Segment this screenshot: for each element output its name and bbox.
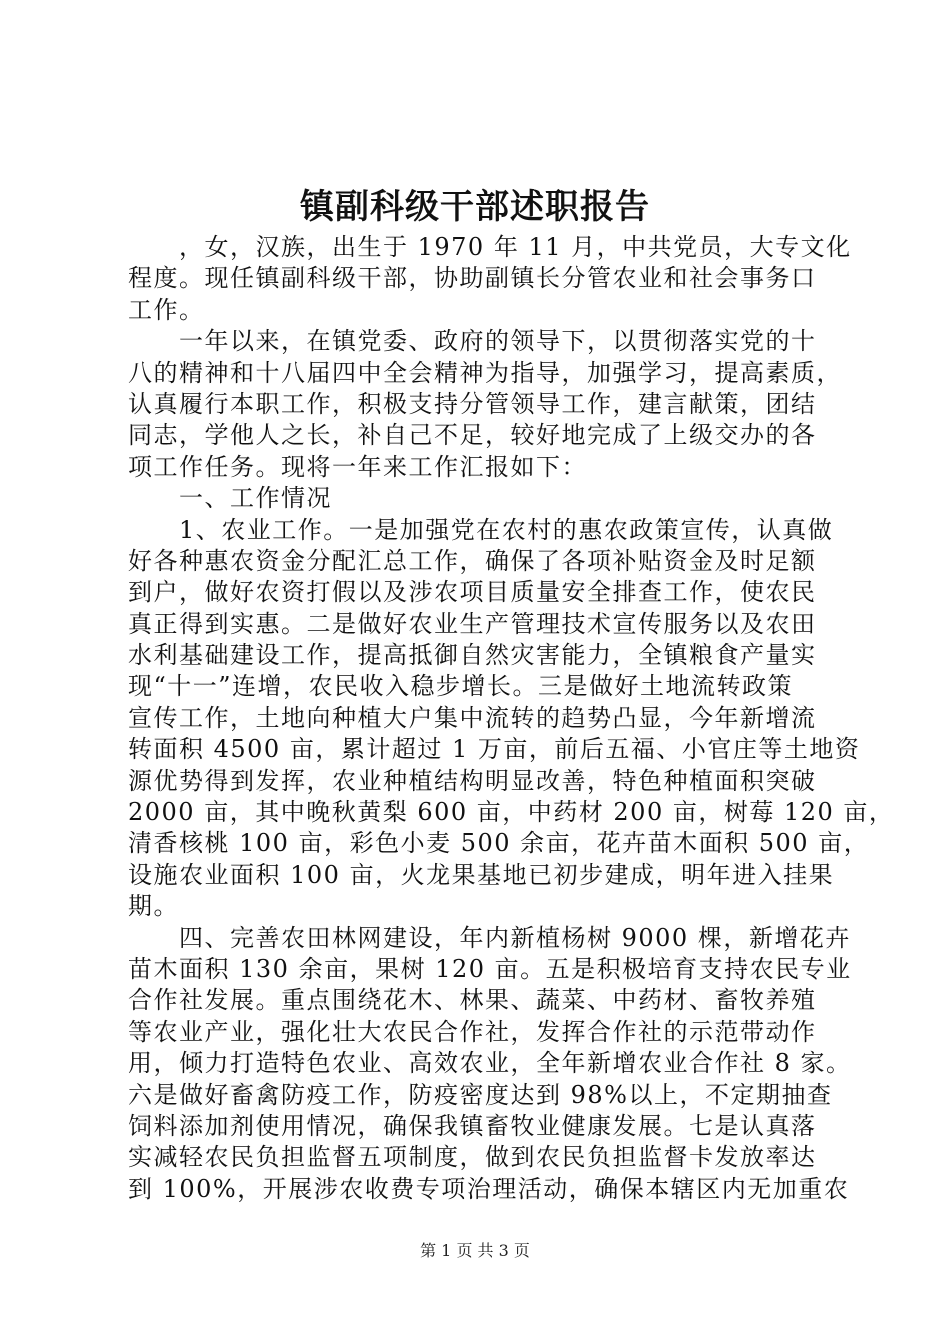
body-line: 水利基础建设工作，提高抵御自然灾害能力，全镇粮食产量实 (128, 641, 817, 670)
body-line: 合作社发展。重点围绕花木、林果、蔬菜、中药材、畜牧养殖 (128, 986, 817, 1015)
body-line: 设施农业面积 100 亩，火龙果基地已初步建成，明年进入挂果 (128, 860, 835, 889)
body-line: 苗木面积 130 余亩，果树 120 亩。五是积极培育支持农民专业 (128, 954, 852, 983)
body-line: 源优势得到发挥，农业种植结构明显改善，特色种植面积突破 (128, 766, 817, 795)
body-line: 宣传工作，土地向种植大户集中流转的趋势凸显，今年新增流 (128, 703, 817, 732)
body-line: 八的精神和十八届四中全会精神为指导，加强学习，提高素质， (128, 358, 842, 387)
body-line: 真正得到实惠。二是做好农业生产管理技术宣传服务以及农田 (128, 609, 817, 638)
body-line: 清香核桃 100 亩，彩色小麦 500 余亩，花卉苗木面积 500 亩， (128, 829, 870, 858)
document-body (128, 232, 895, 1205)
body-line: 2000 亩，其中晚秋黄梨 600 亩，中药材 200 亩，树莓 120 亩， (128, 798, 895, 827)
body-line: 程度。现任镇副科级干部，协助副镇长分管农业和社会事务口 (128, 264, 817, 293)
body-line: 期。 (128, 892, 179, 921)
body-line: 现“十一”连增，农民收入稳步增长。三是做好土地流转政策 (128, 672, 794, 701)
body-line: 到户，做好农资打假以及涉农项目质量安全排查工作，使农民 (128, 578, 817, 607)
body-line: 好各种惠农资金分配汇总工作，确保了各项补贴资金及时足额 (128, 546, 817, 575)
body-line: 一年以来，在镇党委、政府的领导下，以贯彻落实党的十 (128, 327, 817, 356)
body-line: 认真履行本职工作，积极支持分管领导工作，建言献策，团结 (128, 389, 817, 418)
section-heading: 一、工作情况 (128, 484, 332, 513)
page-number-footer: 第 1 页 共 3 页 (420, 1241, 530, 1260)
body-line: 用，倾力打造特色农业、高效农业，全年新增农业合作社 8 家。 (128, 1049, 852, 1078)
body-line: 饲料添加剂使用情况，确保我镇畜牧业健康发展。七是认真落 (128, 1111, 817, 1140)
body-line: 同志，学他人之长，补自己不足，较好地完成了上级交办的各 (128, 421, 817, 450)
body-line: ，女，汉族，出生于 1970 年 11 月，中共党员，大专文化 (128, 233, 852, 261)
body-line: 实减轻农民负担监督五项制度，做到农民负担监督卡发放率达 (128, 1143, 817, 1172)
body-line: 四、完善农田林网建设，年内新植杨树 9000 棵，新增花卉 (128, 923, 851, 952)
body-line: 工作。 (128, 295, 205, 324)
body-line: 项工作任务。现将一年来工作汇报如下： (128, 452, 587, 481)
body-line: 1、农业工作。一是加强党在农村的惠农政策宣传，认真做 (128, 515, 834, 544)
body-line: 等农业产业，强化壮大农民合作社，发挥合作社的示范带动作 (128, 1017, 817, 1046)
body-line: 转面积 4500 亩，累计超过 1 万亩，前后五福、小官庄等土地资 (128, 735, 861, 764)
body-line: 六是做好畜禽防疫工作，防疫密度达到 98%以上，不定期抽查 (128, 1080, 833, 1109)
document-title: 镇副科级干部述职报告 (300, 187, 650, 227)
body-line: 到 100%，开展涉农收费专项治理活动，确保本辖区内无加重农 (128, 1174, 850, 1203)
